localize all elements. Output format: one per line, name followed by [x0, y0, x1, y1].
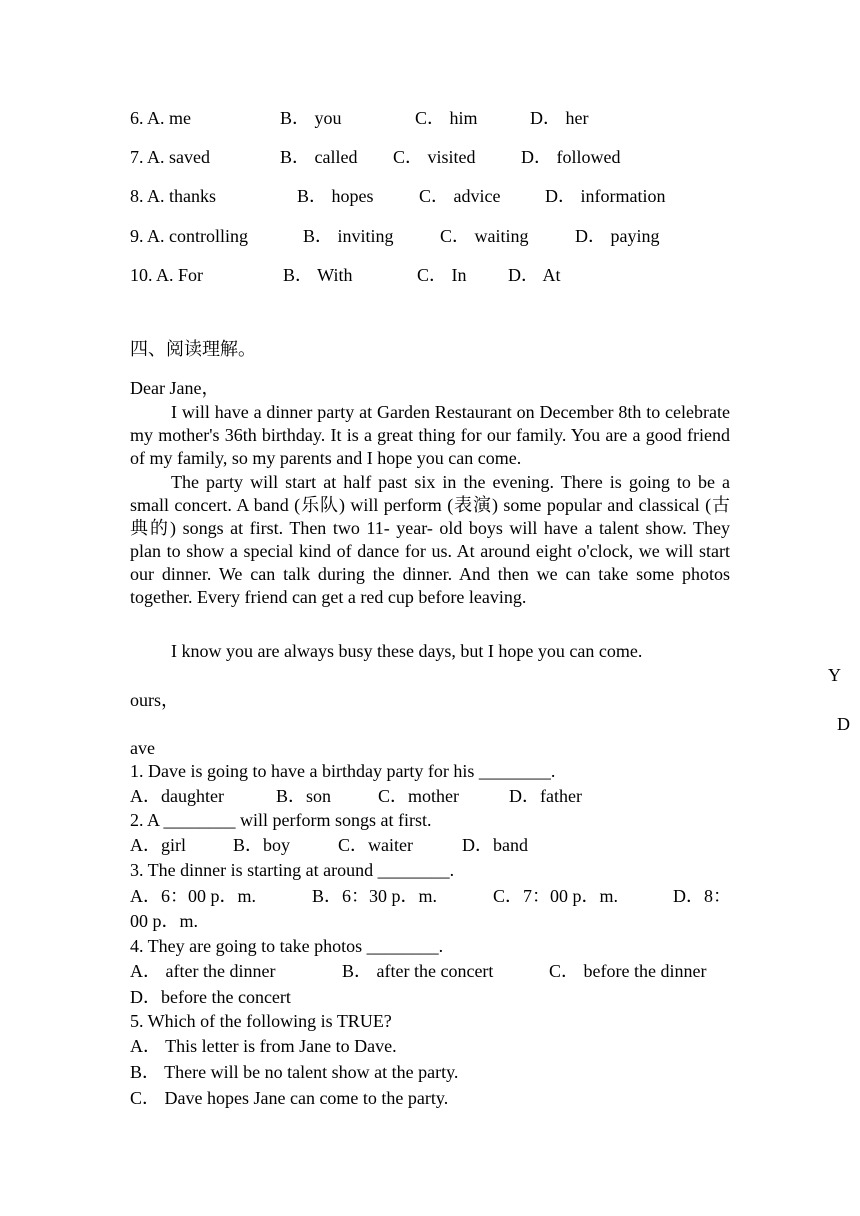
q9-option-c: C． waiting	[440, 226, 529, 246]
question-3-option-d-cont: 00 p．m.	[130, 911, 199, 931]
question-2-option-a: A．girl	[130, 835, 186, 855]
q8-option-b: B． hopes	[297, 186, 374, 206]
q9-option-a: 9. A. controlling	[130, 226, 248, 246]
q8-option-c: C． advice	[419, 186, 501, 206]
question-2-stem: 2. A ________ will perform songs at first.	[130, 810, 432, 830]
q6-option-b: B． you	[280, 108, 342, 128]
letter-closing-y: Y	[828, 665, 841, 685]
question-5-stem: 5. Which of the following is TRUE?	[130, 1011, 392, 1031]
letter-paragraph-3: I know you are always busy these days, but I hope you can come.	[171, 641, 643, 661]
q7-option-d: D． followed	[521, 147, 621, 167]
question-4-stem: 4. They are going to take photos ________.	[130, 936, 444, 956]
q6-option-c: C． him	[415, 108, 478, 128]
letter-salutation: Dear Jane，	[130, 378, 220, 398]
q8-option-d: D． information	[545, 186, 666, 206]
question-3-option-d: D．8：	[673, 886, 731, 906]
question-3-option-c: C．7：00 p．m.	[493, 886, 619, 906]
letter-signature-ave: ave	[130, 738, 155, 758]
q7-option-c: C． visited	[393, 147, 476, 167]
letter-signature-d: D	[837, 714, 850, 734]
q6-option-d: D． her	[530, 108, 589, 128]
question-5-option-c: C． Dave hopes Jane can come to the party.	[130, 1088, 449, 1108]
question-4-option-c: C． before the dinner	[549, 961, 707, 981]
q9-option-d: D． paying	[575, 226, 660, 246]
question-2-option-d: D．band	[462, 835, 528, 855]
section-title: 四、阅读理解。	[130, 339, 256, 359]
question-3-option-a: A．6：00 p．m.	[130, 886, 256, 906]
q7-option-a: 7. A. saved	[130, 147, 210, 167]
question-5-option-a: A． This letter is from Jane to Dave.	[130, 1036, 397, 1056]
question-1-option-d: D．father	[509, 786, 582, 806]
q10-option-a: 10. A. For	[130, 265, 204, 285]
question-2-option-b: B．boy	[233, 835, 291, 855]
q9-option-b: B． inviting	[303, 226, 394, 246]
question-4-option-d: D．before the concert	[130, 987, 291, 1007]
letter-closing-ours: ours，	[130, 690, 179, 710]
letter-paragraph-1: I will have a dinner party at Garden Restaurant on December 8th to celebrate my mother's 36th birthday. It is a great thing for our family. You are a good friend of my family, so my parents and I hope you can come.	[130, 402, 730, 469]
question-3-option-b: B．6：30 p．m.	[312, 886, 438, 906]
q8-option-a: 8. A. thanks	[130, 186, 217, 206]
question-1-stem: 1. Dave is going to have a birthday party for his ________.	[130, 761, 556, 781]
q10-option-d: D． At	[508, 265, 561, 285]
letter-paragraph-2: The party will start at half past six in the evening. There is going to be a small concert. A band (乐队) will perform (表演) some popular and classical (古典的) songs at first. Then two 11- year- old boys will have a talent show. They plan to show a special kind of dance for us. At around eight o'clock, we will start our dinner. We can talk during the dinner. And then we can take some photos together. Every friend can get a red cup before leaving.	[130, 472, 730, 608]
question-4-option-a: A． after the dinner	[130, 961, 276, 981]
question-2-option-c: C．waiter	[338, 835, 413, 855]
q7-option-b: B． called	[280, 147, 358, 167]
question-4-option-b: B． after the concert	[342, 961, 494, 981]
question-5-option-b: B． There will be no talent show at the party.	[130, 1062, 459, 1082]
q10-option-c: C． In	[417, 265, 467, 285]
question-1-option-c: C．mother	[378, 786, 459, 806]
question-3-stem: 3. The dinner is starting at around ________.	[130, 860, 455, 880]
q6-option-a: 6. A. me	[130, 108, 191, 128]
question-1-option-b: B．son	[276, 786, 332, 806]
q10-option-b: B． With	[283, 265, 353, 285]
question-1-option-a: A．daughter	[130, 786, 224, 806]
